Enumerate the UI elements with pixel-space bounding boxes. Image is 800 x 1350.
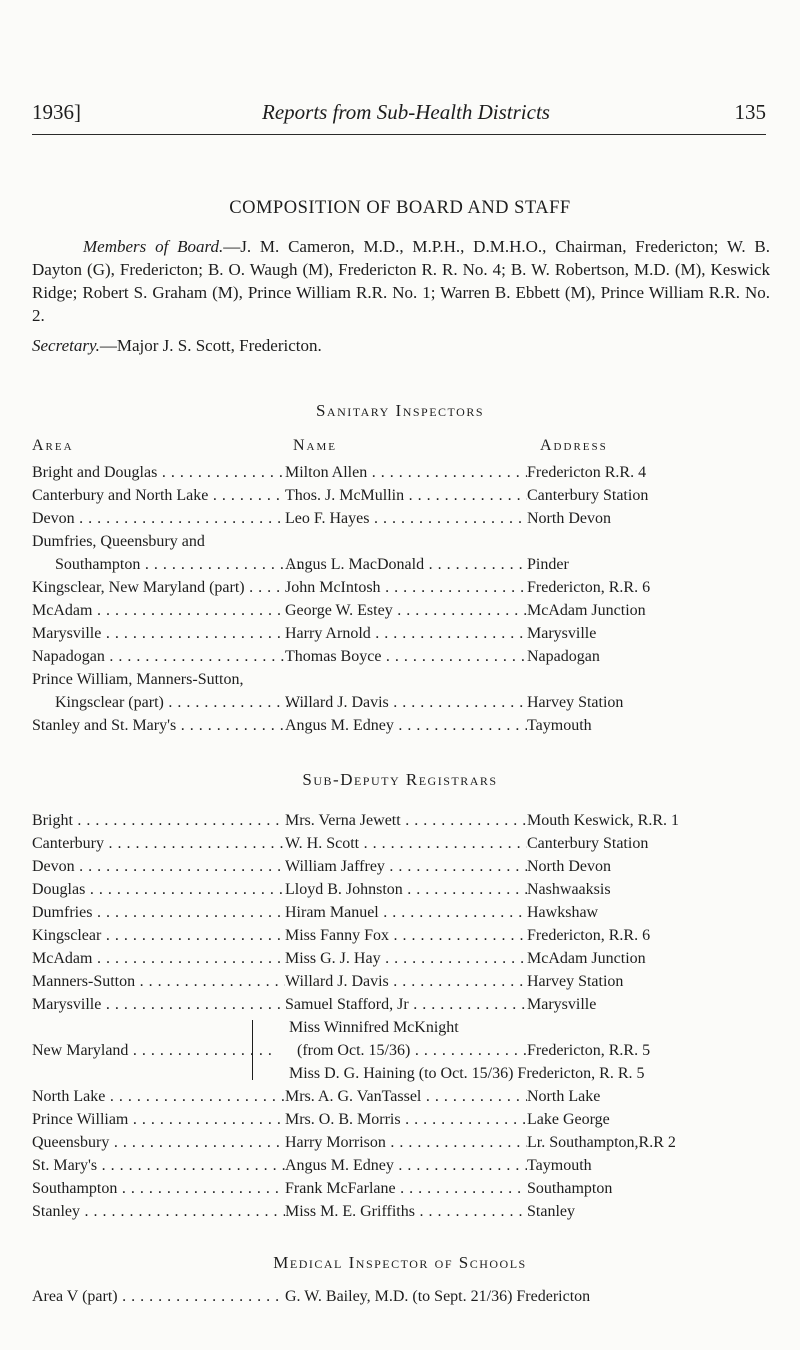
name-cell: Thomas Boyce . . .: [285, 646, 527, 668]
address-cell: Stanley: [527, 1203, 575, 1220]
name-cell: Miss M. E. Griffiths . . .: [285, 1201, 527, 1223]
table-row: [32, 600, 772, 622]
name-cell: Samuel Stafford, Jr . . .: [285, 994, 527, 1016]
area-cell: McAdam . . .: [32, 948, 285, 970]
table-row: [32, 554, 772, 576]
address-cell: Taymouth: [527, 1157, 592, 1174]
address-cell: Hawkshaw: [527, 904, 599, 921]
name-cell: Miss Winnifred McKnight: [289, 1019, 459, 1036]
name-cell: (from Oct. 15/36) . . .: [297, 1040, 527, 1062]
area-cell: Marysville . . .: [32, 623, 285, 645]
name-cell: Milton Allen . . .: [285, 462, 527, 484]
area-cell: Southampton . . .: [32, 1178, 285, 1200]
header-year: 1936]: [32, 100, 81, 124]
area-cell: Prince William . . .: [32, 1109, 285, 1131]
sub-deputy-registrars-title: Sub-Deputy Registrars: [302, 770, 498, 789]
secretary-text: —Major J. S. Scott, Fredericton.: [99, 336, 322, 355]
name-cell: William Jaffrey . . .: [285, 856, 527, 878]
page-number: 135: [734, 100, 766, 124]
table-row: [32, 1178, 772, 1200]
name-cell: Angus M. Edney . . .: [285, 715, 527, 737]
area-cell: Kingsclear (part) . . .: [32, 692, 308, 714]
col-area-header: Area: [32, 437, 74, 454]
table-row: [32, 856, 772, 878]
table-row: [32, 623, 772, 645]
table-row: [32, 948, 772, 970]
area-cell: Bright and Douglas . . .: [32, 462, 285, 484]
name-cell: Miss D. G. Haining (to Oct. 15/36) Fredericton, R. R. 5: [289, 1065, 645, 1082]
table-row: [32, 879, 772, 901]
name-cell: George W. Estey . . .: [285, 600, 527, 622]
name-cell: Thos. J. McMullin . . .: [285, 485, 527, 507]
address-cell: Fredericton, R.R. 6: [527, 579, 651, 596]
area-cell: New Maryland . . .: [32, 1040, 275, 1062]
address-cell: Mouth Keswick, R.R. 1: [527, 812, 679, 829]
address-cell: Harvey Station: [527, 694, 624, 711]
area-cell: St. Mary's . . .: [32, 1155, 285, 1177]
table-row: [32, 810, 772, 832]
table-row: [32, 462, 772, 484]
table-row: [32, 1201, 772, 1223]
name-cell: Mrs. Verna Jewett . . .: [285, 810, 527, 832]
secretary-paragraph: [32, 334, 770, 357]
address-cell: McAdam Junction: [527, 602, 646, 619]
col-address-header: Address: [540, 437, 608, 454]
table-row-continued: [32, 1063, 772, 1085]
name-cell: Willard J. Davis . . .: [285, 692, 527, 714]
address-cell: North Lake: [527, 1088, 601, 1105]
name-cell: Angus M. Edney . . .: [285, 1155, 527, 1177]
address-cell: Harvey Station: [527, 973, 624, 990]
table-row: [32, 971, 772, 993]
name-cell: John McIntosh . . .: [285, 577, 527, 599]
address-cell: Marysville: [527, 996, 597, 1013]
address-cell: Fredericton, R.R. 5: [527, 1042, 651, 1059]
sanitary-inspectors-title: Sanitary Inspectors: [315, 401, 485, 420]
table-row-continued: [32, 669, 772, 691]
area-cell: Kingsclear . . .: [32, 925, 285, 947]
address-cell: Pinder: [527, 556, 569, 573]
name-cell: Frank McFarlane . . .: [285, 1178, 527, 1200]
name-cell: Miss Fanny Fox . . .: [285, 925, 527, 947]
area-cell: Area V (part) . . .: [32, 1286, 285, 1308]
address-cell: Napadogan: [527, 648, 600, 665]
table-row: [32, 1086, 772, 1108]
name-cell: Willard J. Davis . . .: [285, 971, 527, 993]
address-cell: Canterbury Station: [527, 835, 649, 852]
address-cell: Canterbury Station: [527, 487, 649, 504]
name-cell: G. W. Bailey, M.D. (to Sept. 21/36) Fredericton: [285, 1288, 591, 1305]
area-cell-line1: Prince William, Manners-Sutton,: [32, 671, 244, 688]
area-cell: Canterbury and North Lake . . .: [32, 485, 285, 507]
area-cell: Napadogan . . .: [32, 646, 285, 668]
name-cell: Hiram Manuel . . .: [285, 902, 527, 924]
table-row: [32, 1155, 772, 1177]
table-row: [32, 715, 772, 737]
table-row: [32, 902, 772, 924]
area-cell: McAdam . . .: [32, 600, 285, 622]
address-cell: North Devon: [527, 858, 611, 875]
area-cell: Bright . . .: [32, 810, 285, 832]
name-cell: Angus L. MacDonald . . .: [285, 554, 527, 576]
area-cell: Dumfries . . .: [32, 902, 285, 924]
area-cell: Kingsclear, New Maryland (part) . . .: [32, 577, 285, 599]
running-header: [32, 100, 766, 140]
address-cell: Nashwaaksis: [527, 881, 611, 898]
medical-inspector-title: Medical Inspector of Schools: [273, 1253, 527, 1272]
name-cell: Lloyd B. Johnston . . .: [285, 879, 527, 901]
members-paragraph: [32, 235, 770, 327]
address-cell: Lake George: [527, 1111, 610, 1128]
table-row: [32, 485, 772, 507]
table-row-continued: [32, 531, 772, 553]
area-cell: Canterbury . . .: [32, 833, 285, 855]
table-row: [32, 833, 772, 855]
table-row: [32, 994, 772, 1016]
table-row: [32, 925, 772, 947]
table-row: [32, 1040, 772, 1062]
name-cell: Harry Arnold . . .: [285, 623, 527, 645]
area-cell-line1: Dumfries, Queensbury and: [32, 533, 205, 550]
header-title: Reports from Sub-Health Districts: [262, 100, 550, 124]
composition-title: COMPOSITION OF BOARD AND STAFF: [229, 198, 571, 218]
members-text: —J. M. Cameron, M.D., M.P.H., D.M.H.O., Chairman, Fredericton; W. B. Dayton (G), Fredericton; B. O. Waugh (M), Fredericton R. R. No. 4; B. W. Robertson, M.D. (M), Keswick Ridge; Robert S. Graham (M), Prince William R.R. No. 1; Warren B. Ebbett (M), Prince William R.R. No. 2.: [32, 237, 771, 325]
table-row-continued: [32, 1017, 772, 1039]
table-row: [32, 1286, 772, 1308]
table-row: [32, 1132, 772, 1154]
col-name-header: Name: [293, 437, 337, 454]
table-row: [32, 692, 772, 714]
address-cell: McAdam Junction: [527, 950, 646, 967]
area-cell: Devon . . .: [32, 856, 285, 878]
area-cell: Stanley and St. Mary's . . .: [32, 715, 285, 737]
name-cell: Harry Morrison . . .: [285, 1132, 527, 1154]
area-cell: Southampton . . .: [32, 554, 308, 576]
header-rule: [32, 134, 766, 135]
name-cell: Mrs. A. G. VanTassel . . .: [285, 1086, 527, 1108]
area-cell: Douglas . . .: [32, 879, 285, 901]
area-cell: Devon . . .: [32, 508, 285, 530]
name-cell: Leo F. Hayes . . .: [285, 508, 527, 530]
address-cell: Marysville: [527, 625, 597, 642]
table-row: [32, 646, 772, 668]
area-cell: Stanley . . .: [32, 1201, 285, 1223]
area-cell: Queensbury . . .: [32, 1132, 285, 1154]
table-row: [32, 508, 772, 530]
area-cell: Marysville . . .: [32, 994, 285, 1016]
address-cell: Fredericton, R.R. 6: [527, 927, 651, 944]
address-cell: Southampton: [527, 1180, 613, 1197]
name-cell: Mrs. O. B. Morris . . .: [285, 1109, 527, 1131]
table-row: [32, 577, 772, 599]
address-cell: Fredericton R.R. 4: [527, 464, 647, 481]
name-cell: W. H. Scott . . .: [285, 833, 527, 855]
name-cell: Miss G. J. Hay . . .: [285, 948, 527, 970]
address-cell: Taymouth: [527, 717, 592, 734]
area-cell: North Lake . . .: [32, 1086, 285, 1108]
members-label: Members of Board.: [83, 237, 224, 256]
table-row: [32, 1109, 772, 1131]
secretary-label: Secretary.: [32, 336, 100, 355]
address-cell: North Devon: [527, 510, 611, 527]
area-cell: Manners-Sutton . . .: [32, 971, 285, 993]
address-cell: Lr. Southampton,R.R 2: [527, 1134, 676, 1151]
